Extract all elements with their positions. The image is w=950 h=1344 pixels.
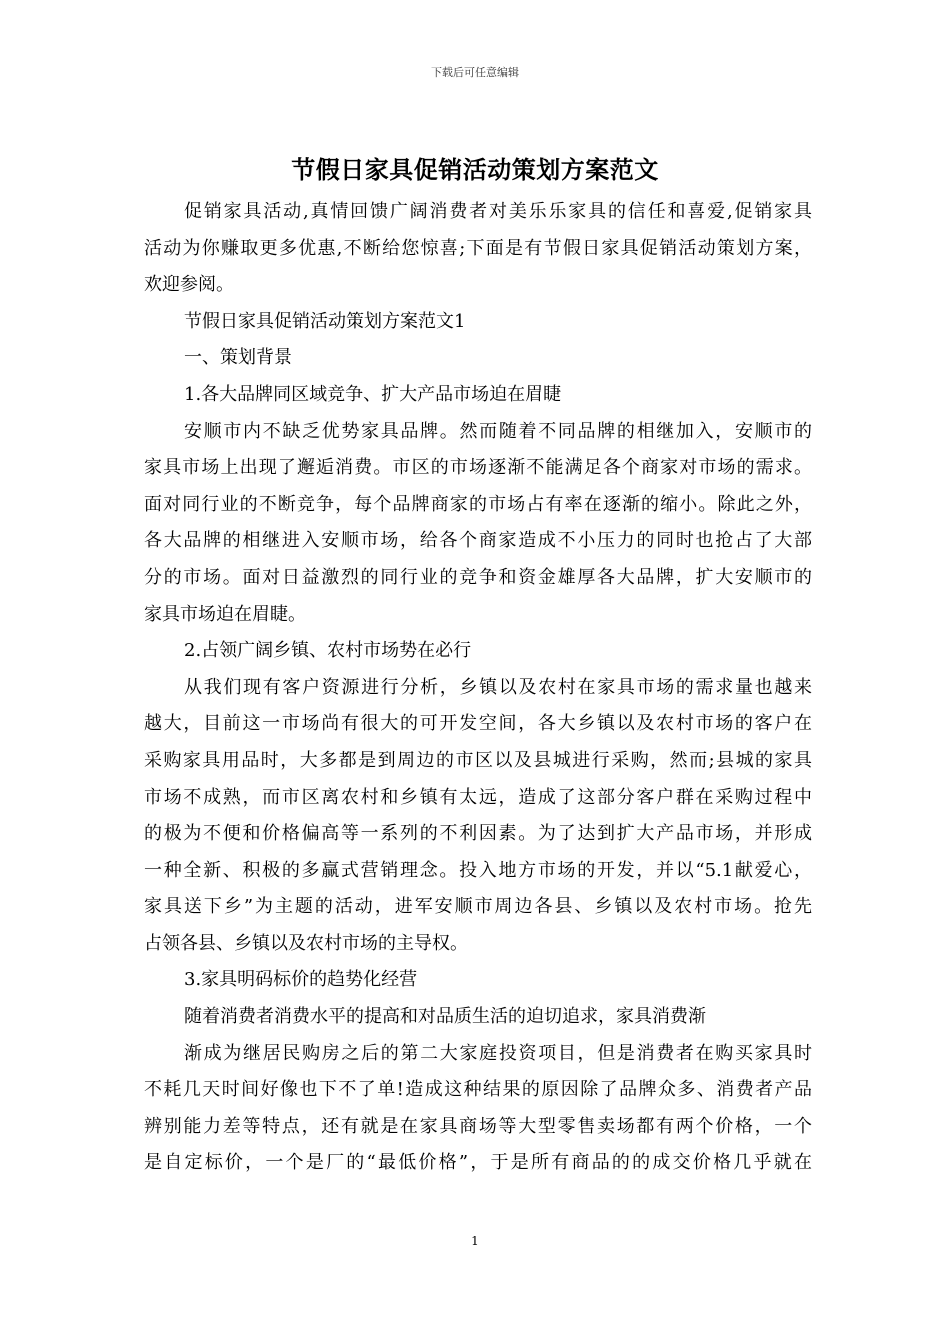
text-line: 1.各大品牌同区域竞争、扩大产品市场迫在眉睫 <box>184 383 562 405</box>
text-line: 市场不成熟，而市区离农村和乡镇有太远，造成了这部分客户群在采购过程中 <box>144 786 812 808</box>
text-line: 促销家具活动,真情回馈广阔消费者对美乐乐家具的信任和喜爱,促销家具 <box>184 201 812 222</box>
text-line: 各大品牌的相继进入安顺市场，给各个商家造成不小压力的同时也抢占了大部 <box>144 530 812 552</box>
text-line: 家具送下乡”为主题的活动，进军安顺市周边各县、乡镇以及农村市场。抢先 <box>144 896 812 918</box>
text-line: 是自定标价，一个是厂的“最低价格”，于是所有商品的的成交价格几乎就在 <box>144 1152 812 1174</box>
page-number: 1 <box>471 1234 479 1248</box>
text-line: 从我们现有客户资源进行分析，乡镇以及农村在家具市场的需求量也越来 <box>184 676 812 698</box>
text-line: 越大，目前这一市场尚有很大的可开发空间，各大乡镇以及农村市场的客户在 <box>144 713 812 735</box>
text-line: 面对同行业的不断竞争，每个品牌商家的市场占有率在逐渐的缩小。除此之外， <box>144 493 812 515</box>
text-line: 活动为你赚取更多优惠,不断给您惊喜;下面是有节假日家具促销活动策划方案， <box>144 237 812 259</box>
text-line: 欢迎参阅。 <box>144 274 234 296</box>
document-title: 节假日家具促销活动策划方案范文 <box>291 156 659 184</box>
header-note: 下载后可任意编辑 <box>431 66 519 79</box>
text-line: 一种全新、积极的多赢式营销理念。投入地方市场的开发，并以“5.1献爱心， <box>144 859 812 881</box>
text-line: 渐成为继居民购房之后的第二大家庭投资项目，但是消费者在购买家具时 <box>184 1042 812 1064</box>
text-line: 一、策划背景 <box>184 347 292 369</box>
text-line: 采购家具用品时，大多都是到周边的市区以及县城进行采购，然而;县城的家具 <box>144 749 812 771</box>
text-line: 节假日家具促销活动策划方案范文1 <box>184 310 466 332</box>
document-body <box>144 194 812 1182</box>
text-line: 不耗几天时间好像也下不了单!造成这种结果的原因除了品牌众多、消费者产品 <box>144 1079 812 1101</box>
text-line: 辨别能力差等特点，还有就是在家具商场等大型零售卖场都有两个价格，一个 <box>144 1115 812 1137</box>
text-line: 的极为不便和价格偏高等一系列的不利因素。为了达到扩大产品市场，并形成 <box>144 823 812 845</box>
text-line: 3.家具明码标价的趋势化经营 <box>184 969 418 991</box>
text-line: 家具市场上出现了邂逅消费。市区的市场逐渐不能满足各个商家对市场的需求。 <box>144 457 812 479</box>
text-line: 安顺市内不缺乏优势家具品牌。然而随着不同品牌的相继加入，安顺市的 <box>184 420 812 442</box>
text-line: 2.占领广阔乡镇、农村市场势在必行 <box>184 640 472 662</box>
text-line: 家具市场迫在眉睫。 <box>144 603 306 625</box>
text-line: 占领各县、乡镇以及农村市场的主导权。 <box>144 932 468 954</box>
text-line: 分的市场。面对日益激烈的同行业的竞争和资金雄厚各大品牌，扩大安顺市的 <box>144 566 812 588</box>
text-line: 随着消费者消费水平的提高和对品质生活的迫切追求，家具消费渐 <box>184 1006 706 1028</box>
